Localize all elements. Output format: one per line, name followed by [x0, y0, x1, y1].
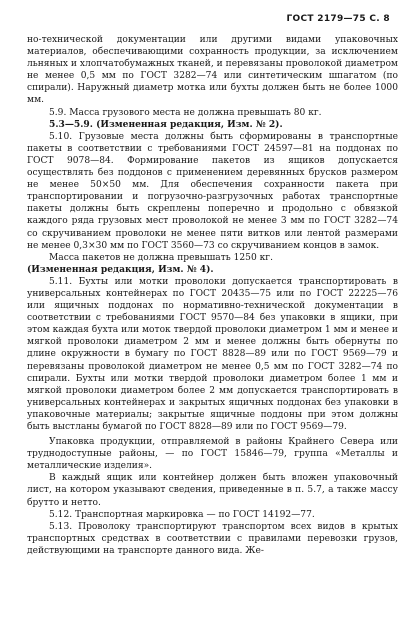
- paragraph-5-9: 5.9. Масса грузового места не должна превышать 80 кг.: [49, 107, 322, 118]
- paragraph-packing-list: В каждый ящик или контейнер должен быть вложен упаковочный лист, на котором указывают сведения, приведенные в п. 5.7, а также массу брутто и нетто.: [27, 473, 398, 508]
- paragraph-packaging-north: Упаковка продукции, отправляемой в районы Крайнего Севера или труднодоступные районы, — по ГОСТ 15846—79, группа «Металлы и металлические изделия».: [27, 437, 398, 472]
- paragraph-5-13: 5.13. Проволоку транспортируют транспортом всех видов в крытых транспортных средствах в соответствии с правилами перевозки грузов, действующими на транспорте данного вида. Же-: [27, 521, 398, 556]
- paragraph-5-10: 5.10. Грузовые места должны быть сформированы в транспортные пакеты в соответствии с требованиями ГОСТ 24597—81 на поддонах по ГОСТ 9078—84. Формирование пакетов из ящиков допускается осуществлять без поддонов с применением деревянных брусков размером не менее 50×50 мм. Для обеспечения сохранности пакета при транспортировании и погрузочно-разгрузочных работах транспортные пакеты должны быть скреплены поперечно и продольно с обвязкой каждого ряда грузовых мест проволокой не менее 3 мм по ГОСТ 3282—74 со скручиванием проволоки не менее пяти витков или лентой размерами не менее 0,3×30 мм по ГОСТ 3560—73 со скручиванием концов в замок.: [27, 131, 398, 251]
- paragraph-continuation: но-технической документации или другими видами упаковочных материалов, обеспечивающими сохранность продукции, за исключением льняных и хлопчатобумажных тканей, и перевязаны проволокой диаметром не менее 0,5 мм по ГОСТ 3282—74 или синтетическим шпагатом (по спирали). Наружный диаметр мотка или бухты должен быть не более 1000 мм.: [27, 35, 398, 106]
- amendment-note-5-3-5-9: 5.3—5.9. (Измененная редакция, Изм. № 2).: [49, 118, 283, 130]
- document-body: [27, 34, 398, 557]
- amendment-note-4: (Измененная редакция, Изм. № 4).: [27, 263, 214, 275]
- paragraph-5-11: 5.11. Бухты или мотки проволоки допускается транспортировать в универсальных контейнерах по ГОСТ 20435—75 или по ГОСТ 22225—76 или ящичных поддонах по нормативно-технической документации в соответствии с требованиями ГОСТ 9570—84 без упаковки в ящики, при этом каждая бухта или моток твердой проволоки диаметром 1 мм и менее и мягкой проволоки диаметром 2 мм и менее должны быть обернуты по длине окружности в бумагу по ГОСТ 8828—89 или по ГОСТ 9569—79 и перевязаны проволокой диаметром не менее 0,5 мм по ГОСТ 3282—74 по спирали. Бухты или мотки твердой проволоки диаметром более 1 мм и мягкой проволоки диаметром более 2 мм допускается транспортировать в универсальных контейнерах и закрытых ящичных поддонах без упаковки в упаковочные материалы; закрытые ящичные поддоны при этом должны быть выстланы бумагой по ГОСТ 8828—89 или по ГОСТ 9569—79.: [27, 276, 398, 432]
- paragraph-package-mass: Масса пакетов не должна превышать 1250 кг.: [49, 252, 273, 263]
- page-header: ГОСТ 2179—75 С. 8: [286, 14, 390, 24]
- paragraph-5-12: 5.12. Транспортная маркировка — по ГОСТ 14192—77.: [49, 509, 315, 520]
